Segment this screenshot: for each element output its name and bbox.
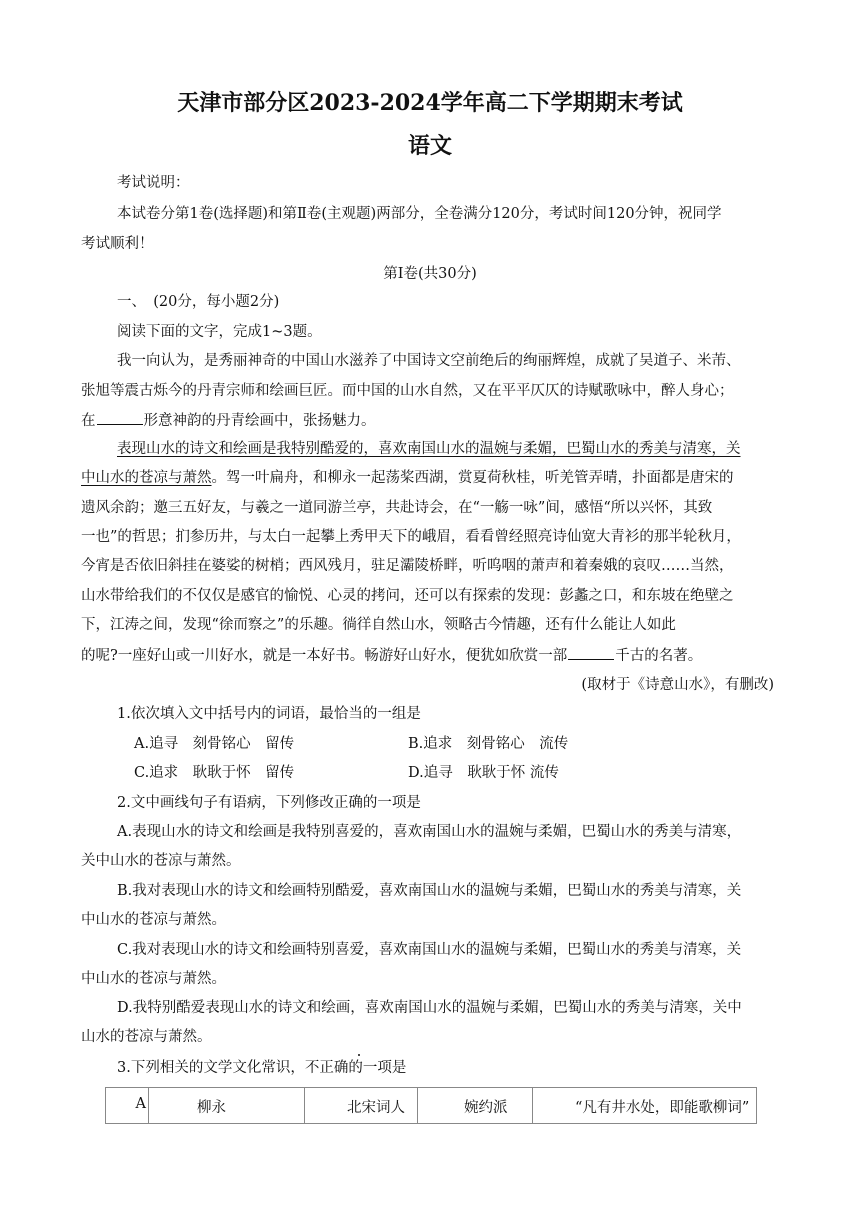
passage-line: 今宵是否依旧斜挂在婆娑的树梢；西风残月，驻足灞陵桥畔，听呜咽的萧声和着秦娥的哀叹……当然，	[81, 558, 734, 574]
passage-line: 遗风余韵；邀三五好友，与羲之一道同游兰亭，共赴诗会，在“一觞一咏”间，感悟“所以兴怀，其致	[81, 500, 713, 516]
q2-option-c: C.我对表现山水的诗文和绘画特别喜爱，喜欢南国山水的温婉与柔媚，巴蜀山水的秀美与清寒，关	[117, 942, 742, 958]
question-1-stem: 1.依次填入文中括号内的词语，最恰当的一组是	[117, 706, 421, 722]
instructions-text-1: 本试卷分第1卷(选择题)和第Ⅱ卷(主观题)两部分，全卷满分120分，考试时间120分钟，祝同学	[117, 206, 722, 222]
emphasis-dot	[358, 1054, 360, 1056]
passage-text: 千古的名著。	[615, 648, 703, 664]
q2-option-b-cont: 中山水的苍凉与萧然。	[81, 912, 226, 928]
underlined-sentence-end: 中山水的苍凉与萧然	[81, 470, 212, 486]
passage-text: 形意神韵的丹青绘画中，张扬魅力。	[143, 413, 376, 429]
table-cell-author: 柳永	[149, 1088, 305, 1124]
passage-text: 的呢?一座好山或一川好水，就是一本好书。畅游好山好水，便犹如欣赏一部	[81, 648, 568, 664]
exam-subject: 语文	[407, 133, 452, 159]
q2-option-b: B.我对表现山水的诗文和绘画特别酷爱，喜欢南国山水的温婉与柔媚，巴蜀山水的秀美与清寒，关	[117, 883, 742, 899]
question-2-stem: 2.文中画线句子有语病，下列修改正确的一项是	[117, 795, 421, 811]
blank-3	[568, 645, 614, 660]
passage-text: 。驾一叶扁舟，和柳永一起荡桨西湖，赏夏荷秋桂，听羌管弄晴，扑面都是唐宋的	[211, 470, 734, 486]
q2-option-a: A.表现山水的诗文和绘画是我特别喜爱的，喜欢南国山水的温婉与柔媚，巴蜀山水的秀美与清寒，	[117, 824, 742, 840]
exam-title: 天津市部分区2023-2024学年高二下学期期末考试	[177, 90, 683, 116]
passage-line	[81, 410, 376, 431]
reading-prompt: 阅读下面的文字，完成1~3题。	[117, 324, 322, 340]
passage-line: 张旭等震古烁今的丹青宗师和绘画巨匠。而中国的山水自然，又在平平仄仄的诗赋歌咏中，醉人身心；	[81, 383, 734, 399]
q2-option-c-cont: 中山水的苍凉与萧然。	[81, 971, 226, 987]
question-3-stem: 3.下列相关的文学文化常识，不正确的一项是	[117, 1060, 407, 1076]
q1-option-b: B.追求 刻骨铭心 流传	[408, 736, 569, 752]
literature-table	[105, 1087, 757, 1124]
passage-source: (取材于《诗意山水》，有删改)	[581, 677, 774, 693]
passage-line	[81, 468, 734, 488]
passage-line: 山水带给我们的不仅仅是感官的愉悦、心灵的拷问，还可以有探索的发现：彭蠡之口，和东坡在绝壁之	[81, 588, 734, 604]
q2-option-a-cont: 关中山水的苍凉与萧然。	[81, 853, 241, 869]
instructions-heading: 考试说明：	[117, 175, 190, 191]
q1-option-c: C.追求 耿耿于怀 留传	[134, 765, 295, 781]
q1-option-a: A.追寻 刻骨铭心 留传	[134, 736, 295, 752]
q2-option-d-cont: 山水的苍凉与萧然。	[81, 1029, 212, 1045]
section-title: 第Ⅰ卷(共30分)	[383, 266, 477, 282]
table-cell-note: “凡有井水处，即能歌柳词”	[533, 1088, 757, 1124]
table-cell-school: 婉约派	[418, 1088, 533, 1124]
instructions-text-2: 考试顺利！	[81, 236, 154, 252]
passage-line: 下，江涛之间，发现“徐而察之”的乐趣。徜徉自然山水，领略古今情趣，还有什么能让人如此	[81, 617, 676, 633]
underlined-sentence: 表现山水的诗文和绘画是我特别酷爱的，喜欢南国山水的温婉与柔媚，巴蜀山水的秀美与清寒，关	[117, 441, 741, 457]
table-row	[106, 1088, 757, 1124]
passage-line: 我一向认为，是秀丽神奇的中国山水滋养了中国诗文空前绝后的绚丽辉煌，成就了吴道子、米芾、	[117, 353, 741, 369]
part1-heading: 一、 (20分，每小题2分)	[117, 294, 280, 310]
table-cell-label: A	[106, 1088, 149, 1124]
q2-option-d: D.我特别酷爱表现山水的诗文和绘画，喜欢南国山水的温婉与柔媚，巴蜀山水的秀美与清寒，关中	[117, 1000, 742, 1016]
passage-text: 在	[81, 413, 96, 429]
blank-1	[97, 410, 143, 425]
passage-line	[81, 645, 702, 666]
table-cell-era: 北宋词人	[305, 1088, 418, 1124]
q1-option-d: D.追寻 耿耿于怀 流传	[408, 765, 559, 781]
passage-line: 一也”的哲思；扪参历井，与太白一起攀上秀甲天下的峨眉，看看曾经照亮诗仙宽大青衫的那半轮秋月，	[81, 529, 741, 545]
